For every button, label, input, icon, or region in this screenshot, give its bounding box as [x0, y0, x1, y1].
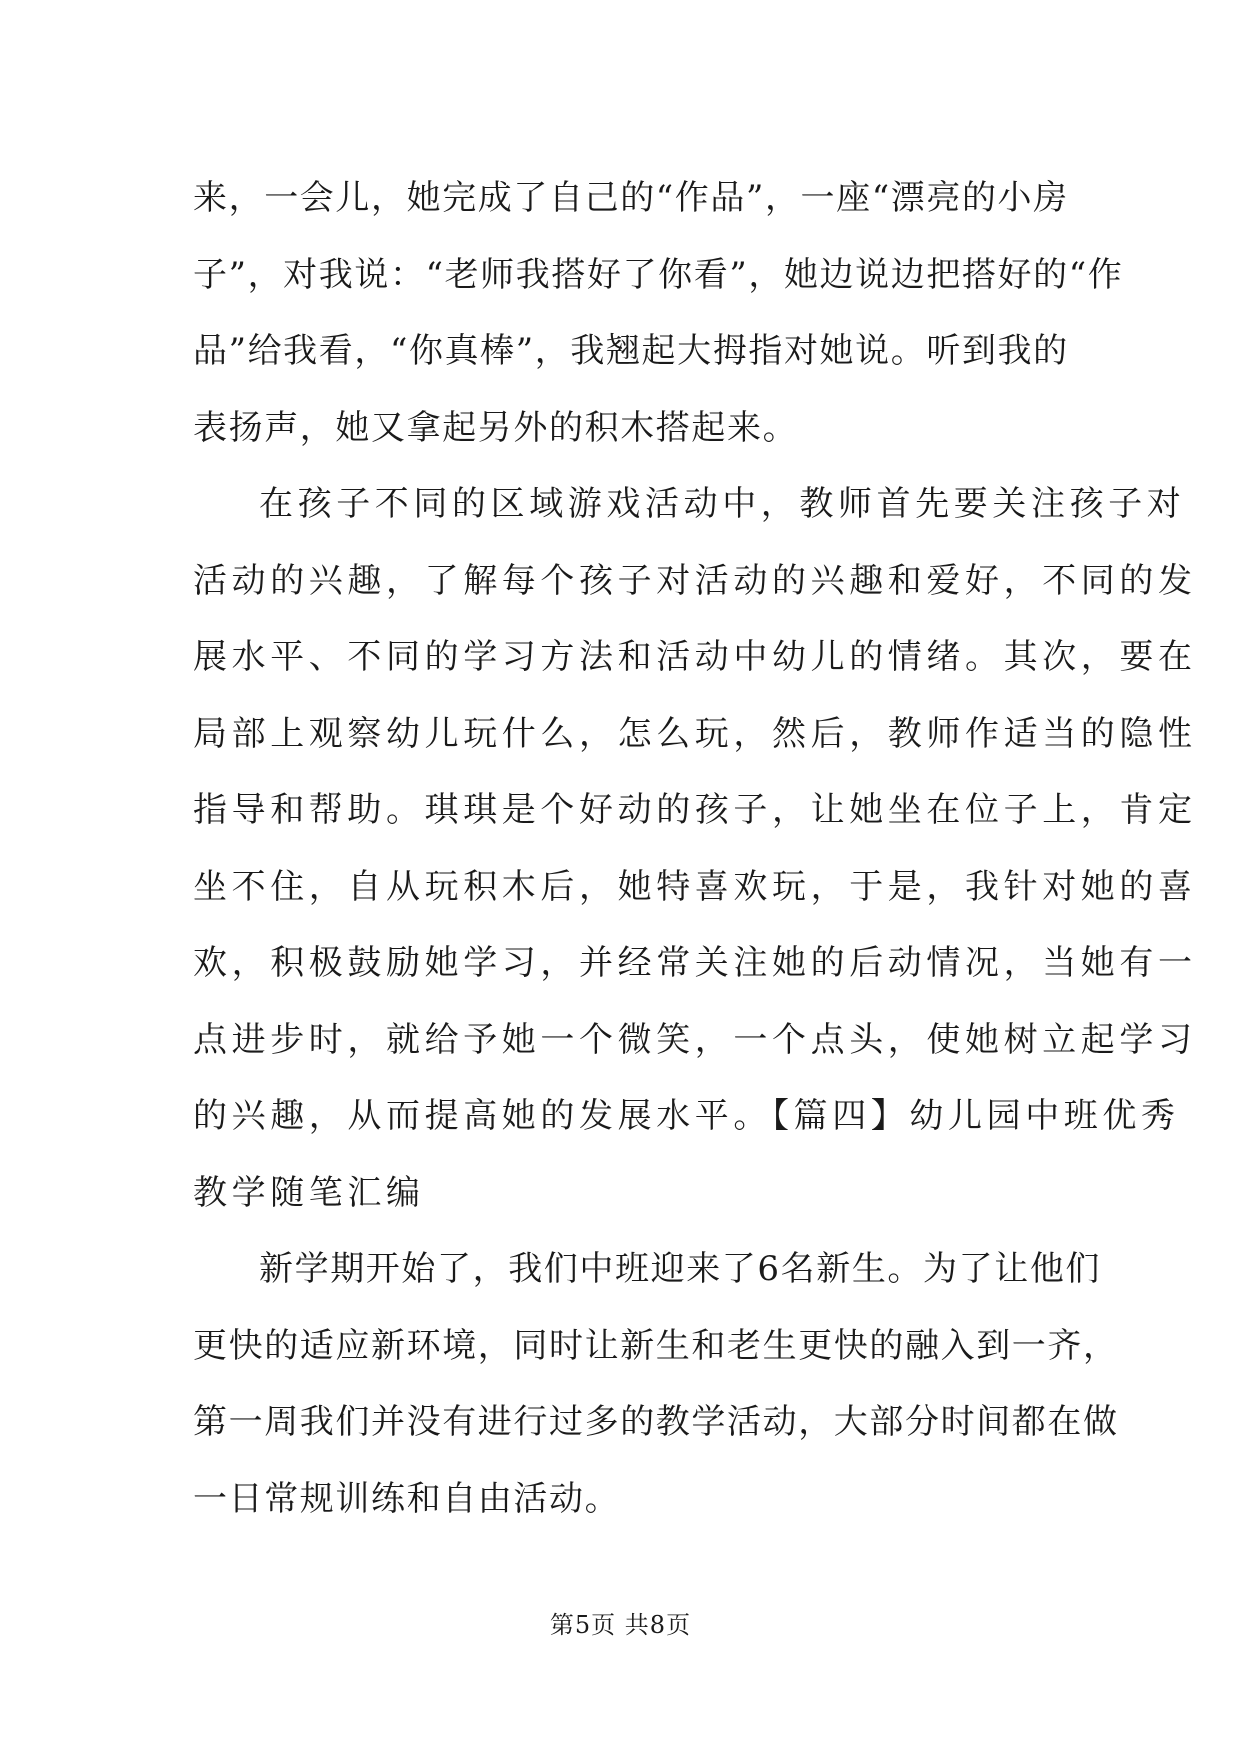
- paragraph-start-line: 在孩子不同的区域游戏活动中，教师首先要关注孩子对: [259, 484, 1186, 524]
- text-line: 表扬声，她又拿起另外的积木搭起来。: [193, 407, 799, 448]
- text-line: 一日常规训练和自由活动。: [193, 1478, 621, 1519]
- text-line: 第一周我们并没有进行过多的教学活动，大部分时间都在做: [193, 1402, 1119, 1442]
- text-line: 的兴趣，从而提高她的发展水平。【篇四】幼儿园中班优秀: [193, 1096, 1180, 1136]
- text-line: 局部上观察幼儿玩什么，怎么玩，然后，教师作适当的隐性: [193, 713, 1197, 754]
- text-line: 教学随笔汇编: [193, 1172, 425, 1213]
- text-line: 展水平、不同的学习方法和活动中幼儿的情绪。其次，要在: [193, 637, 1197, 677]
- text-line: 坐不住，自从玩积木后，她特喜欢玩，于是，我针对她的喜: [193, 866, 1197, 907]
- text-line: 活动的兴趣，了解每个孩子对活动的兴趣和爱好，不同的发: [193, 560, 1197, 601]
- text-line: 子”，对我说：“老师我搭好了你看”，她边说边把搭好的“作: [193, 254, 1124, 295]
- page-number-footer: 第5页 共8页: [549, 1611, 692, 1639]
- paragraph-start-line: 新学期开始了，我们中班迎来了6名新生。为了让他们: [259, 1249, 1102, 1289]
- text-line: 品”给我看，“你真棒”，我翘起大拇指对她说。听到我的: [193, 331, 1069, 371]
- text-line: 来，一会儿，她完成了自己的“作品”，一座“漂亮的小房: [193, 178, 1069, 218]
- text-line: 指导和帮助。琪琪是个好动的孩子，让她坐在位子上，肯定: [193, 790, 1197, 830]
- text-line: 更快的适应新环境，同时让新生和老生更快的融入到一齐，: [193, 1325, 1119, 1366]
- text-line: 点进步时，就给予她一个微笑，一个点头，使她树立起学习: [193, 1019, 1197, 1060]
- body-text: [193, 160, 1197, 1537]
- text-line: 欢，积极鼓励她学习，并经常关注她的后动情况，当她有一: [193, 943, 1197, 983]
